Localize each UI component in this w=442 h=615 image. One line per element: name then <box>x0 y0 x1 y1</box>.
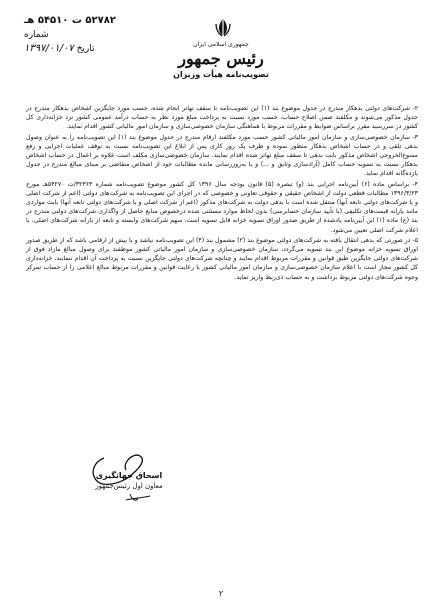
decree-title: تصویب‌نامه هیأت وزیران <box>173 70 269 79</box>
republic-name: جمهوری اسلامی ایران <box>193 41 249 48</box>
paragraph-5: ۵- در صورتی که بدهی انتقال یافته به شرکت‌های دولتی موضوع بند (۲) مشمول بند (۴) این تصویب‌نامه نباشد و یا بیش از ارقامی باشد که از طریق صدور اوراق تسویه خزانه موضوع این بند تسویه می‌گردد، سازمان خصوصی‌سازی و سازمان امور مالیاتی کشور موظفند برای وصول مبالغ مازاد فوق از شرکت‌های دولتی جایگزین طبق قوانین و مقررات مربوط اقدام نمایند و چنانچه شرکت‌های دولتی جایگزین نسبت به پرداخت آن اقدام ننمایند، خزانه‌داری کل کشور مجاز است با اعلام سازمان خصوصی‌سازی و سازمان امور مالیاتی کشور با رعایت قوانین و مقررات مربوط مبالغ اعلامی را از حساب تمرکز وجوه شرکت‌های دولتی مربوط برداشت و به حساب ذی‌ربط واریز نماید. <box>26 236 419 281</box>
letterhead <box>150 40 292 80</box>
letter-number-row <box>24 14 116 28</box>
president-title: رئیس جمهور <box>178 49 264 68</box>
paragraph-4: ۴- براساس ماده (۶) آیین‌نامه اجرایی بند (و) تبصره (۵) قانون بودجه سال ۱۳۹۶ کل کشور موضوع تصویب‌نامه شماره ۳۲۳۶۳/ت ۵۴۲۷۰هـ مورخ ۱۳۹۶/۳/۲۳ مطالبات قطعی دولت از اشخاص حقیقی و حقوقی تعاونی و خصوصی که در اجرای این تصویب‌نامه به شرکت‌های دولتی (اعم از شرکت اصلی و یا شرکت‌های دولتی تابعه آنها) منتقل شده است با بدهی دولت به شرکت‌های مذکور (اعم از شرکت اصلی و یا شرکت‌های دولتی تابعه آنها) بابت مواردی مانند یارانه قیمت‌های تکلیفی (با تأیید سازمان حسابرسی) بدون لحاظ موارد مستثنی شده درخصوص منابع حاصل از واگذاری شرکت‌های دولتی مندرج در بند (ج) ماده (۱) این آیین‌نامه یادشده از طریق صدور اوراق تسویه خزانه قابل تسویه است. سهم شرکت‌های وابسته و تابعه از یارانه شرکت‌های اصلی، با اعلام شرکت اصلی تعیین می‌شود. <box>26 180 419 234</box>
signatory-title: معاون اول رئیس‌جمهور <box>95 482 163 490</box>
letter-number: ۵۲۷۸۲ ت ۵۴۵۱۰ هـ <box>24 15 116 26</box>
number-label: شماره <box>24 30 49 40</box>
letter-date: ۱۳۹۷/۰۱/۰۷ <box>24 43 74 54</box>
iran-emblem-icon <box>212 16 234 38</box>
letter-meta <box>24 14 116 56</box>
date-label: تاریخ <box>76 44 95 54</box>
paragraph-3: ۳- سازمان خصوصی‌سازی و سازمان امور مالیاتی کشور حسب مورد مکلفند ارقام مندرج در جدول موضوع بند (۱) این تصویب‌نامه را به عنوان وصول بدهی تلقی و در حساب اشخاص بدهکار منظور نموده و ظرف یک روز کاری پس از ابلاغ این تصویب‌نامه نسبت به توقف عملیات اجرایی و رفع ممنوع‌الخروجی اشخاص مذکور بابت بدهی تا سقف مبلغ تهاتر شده اقدام نمایند. سازمان خصوصی‌سازی مکلف است علاوه بر اعمال در حساب اشخاص بدهکار نسبت به تسویه حساب کامل (آزادسازی وثایق و ...) و یا به‌روزرسانی مانده مطالبات خود از اشخاص متقاضی بر مبنای مبالغ مندرج در جدول یازده‌گانه اقدام نماید. <box>26 133 418 178</box>
paragraph-2: ۲- شرکت‌های دولتی بدهکار مندرج در جدول موضوع بند (۱) این تصویب‌نامه تا سقف تهاتر انجام شده، حسب مورد جایگزین اشخاص بدهکار مندرج در جدول مذکور می‌شوند و مکلفند ضمن اصلاح حساب، حسب مورد نسبت به پرداخت مبلغ مورد نظر به حساب درآمد عمومی کشور نزد خزانه‌داری کل کشور در سررسید مقرر براساس ضوابط و مقررات مربوط با هماهنگی سازمان خصوصی‌سازی و سازمان امور مالیاتی کشور اقدام نمایند. <box>26 105 419 131</box>
page-number: ۲ <box>218 589 224 598</box>
number-row <box>24 28 116 42</box>
signatory <box>94 470 164 491</box>
date-row <box>24 42 116 56</box>
signatory-name: اسحاق جهانگیری <box>95 471 163 480</box>
decree-body <box>26 104 418 283</box>
